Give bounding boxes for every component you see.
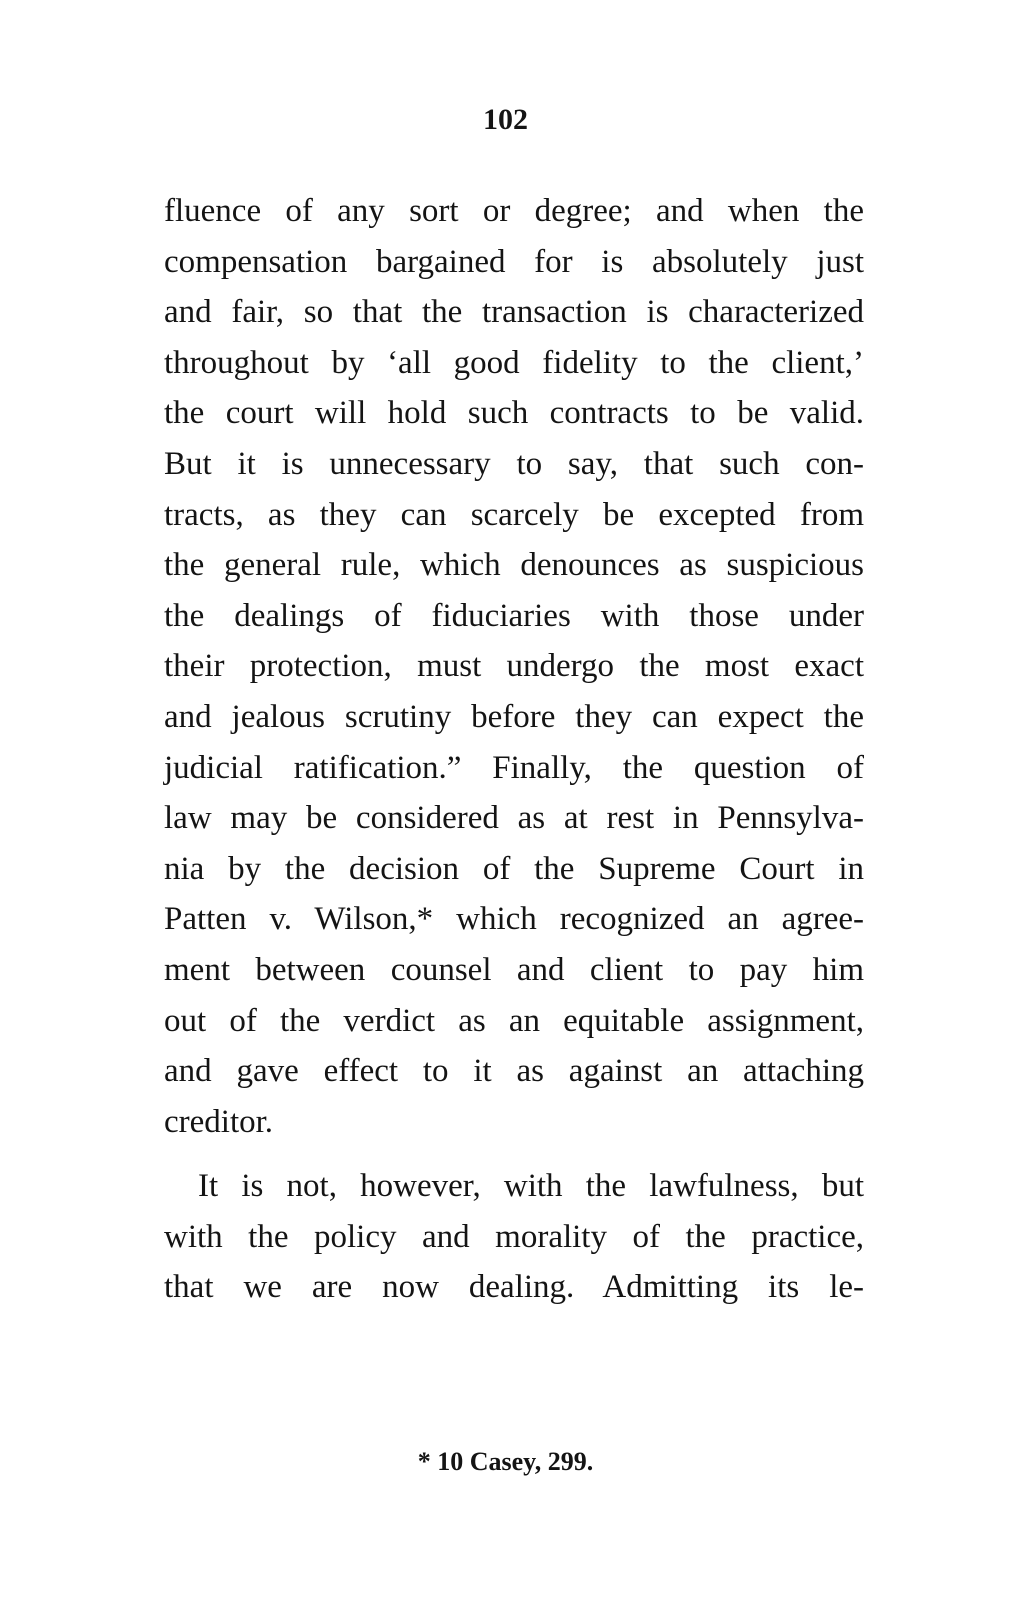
text-line: Patten v. Wilson,* which recognized an agree- xyxy=(164,901,864,938)
text-line: and jealous scrutiny before they can expect the xyxy=(164,698,864,735)
text-line: compensation bargained for is absolutely just xyxy=(164,243,864,280)
text-line: their protection, must undergo the most exact xyxy=(164,648,864,685)
text-line: law may be considered as at rest in Pennsylva- xyxy=(164,800,864,837)
text-line: It is not, however, with the lawfulness, but xyxy=(198,1168,864,1205)
text-line: the court will hold such contracts to be valid. xyxy=(164,395,864,432)
page-number: 102 xyxy=(483,103,528,136)
text-line: judicial ratification.” Finally, the question of xyxy=(164,749,864,786)
text-line: But it is unnecessary to say, that such con- xyxy=(164,445,864,482)
text-line: nia by the decision of the Supreme Court in xyxy=(164,850,864,887)
footnote: * 10 Casey, 299. xyxy=(417,1447,594,1476)
text-line: the dealings of fiduciaries with those under xyxy=(164,597,864,634)
text-line: creditor. xyxy=(164,1103,274,1140)
text-line: that we are now dealing. Admitting its le- xyxy=(164,1269,864,1306)
body-text xyxy=(164,186,864,1313)
text-line: the general rule, which denounces as suspicious xyxy=(164,547,864,584)
text-line: and gave effect to it as against an attaching xyxy=(164,1053,864,1090)
text-line: throughout by ‘all good fidelity to the client,’ xyxy=(164,344,864,381)
paragraph-gap xyxy=(164,1147,864,1161)
text-line: tracts, as they can scarcely be excepted from xyxy=(164,496,864,533)
text-line: fluence of any sort or degree; and when the xyxy=(164,193,864,229)
paragraph xyxy=(164,186,864,1147)
text-line: out of the verdict as an equitable assignment, xyxy=(164,1002,864,1039)
paragraph xyxy=(164,1161,864,1313)
text-line: and fair, so that the transaction is characterized xyxy=(164,294,864,331)
text-line: ment between counsel and client to pay him xyxy=(164,951,864,988)
text-line: with the policy and morality of the practice, xyxy=(164,1218,864,1255)
